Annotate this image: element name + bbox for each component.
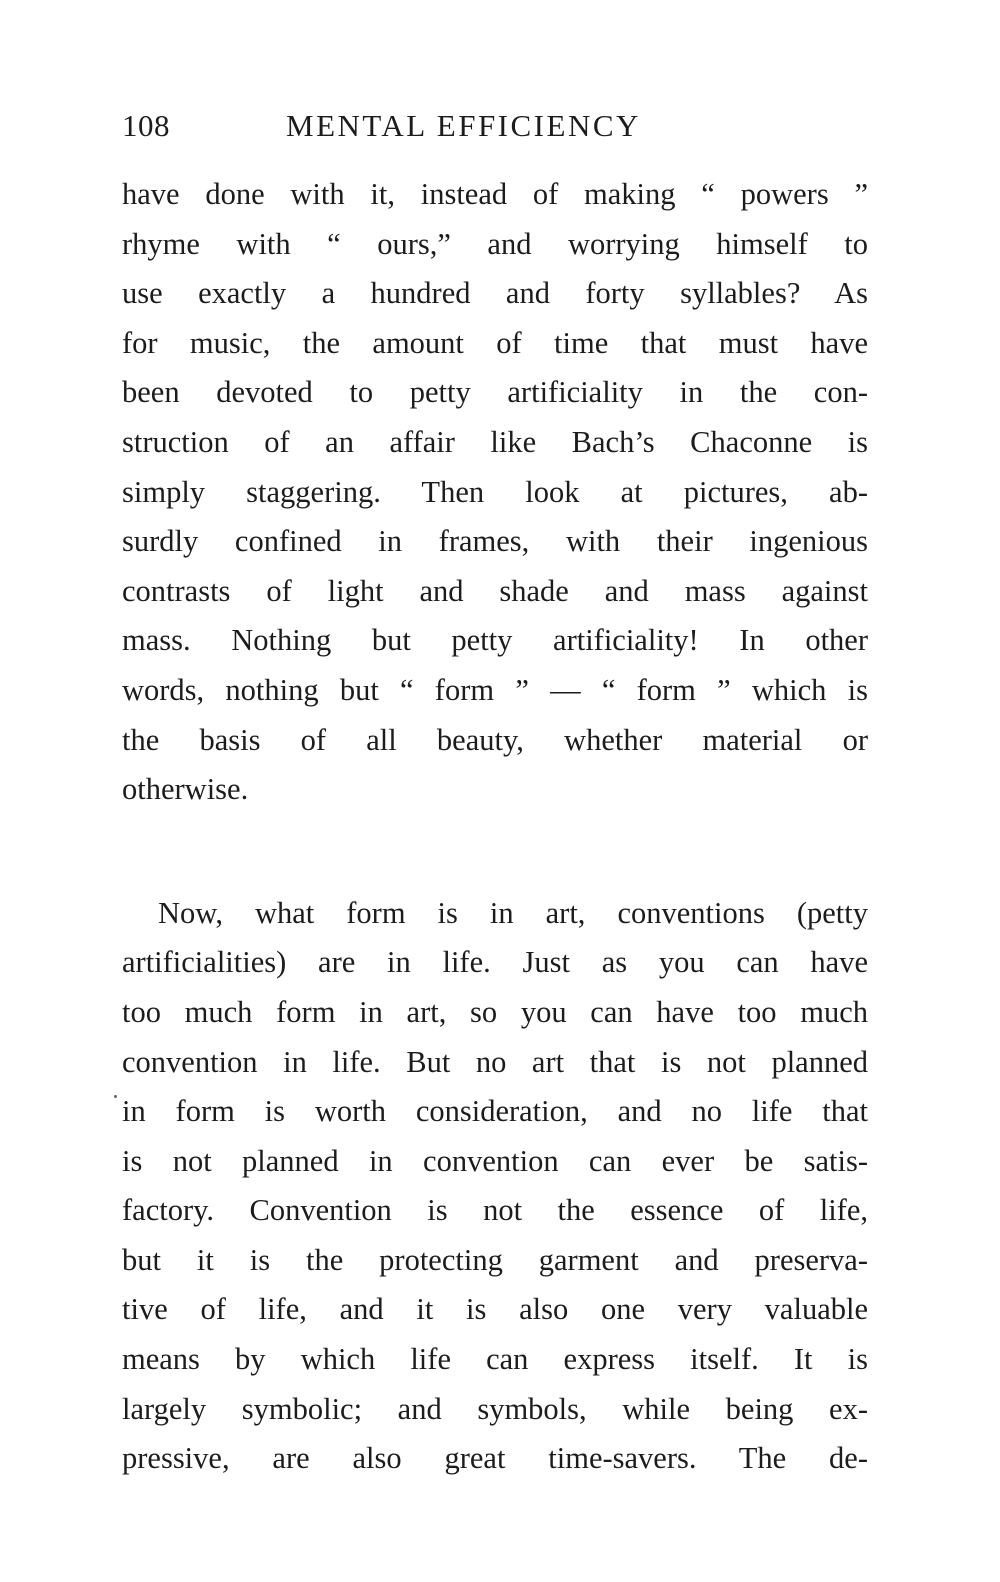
running-head: MENTAL EFFICIENCY [286,108,641,143]
text-line: the basis of all beauty, whether material or [122,722,868,757]
text-line: been devoted to petty artificiality in the con- [122,375,868,410]
page-header [122,108,868,158]
text-line: simply staggering. Then look at pictures, ab- [122,474,868,509]
text-line: surdly confined in frames, with their ingenious [122,524,868,559]
text-line: too much form in art, so you can have too much [122,994,868,1029]
text-line: contrasts of light and shade and mass against [122,573,868,608]
text-line: struction of an affair like Bach’s Chaconne is [122,424,868,459]
text-line: mass. Nothing but petty artificiality! In other [122,623,868,658]
paragraph-2 [122,889,868,1484]
text-line: convention in life. But no art that is not planned [122,1044,868,1079]
text-line: in form is worth consideration, and no life that [122,1094,868,1129]
page-number: 108 [122,108,170,143]
text-line: artificialities) are in life. Just as you can have [122,945,868,980]
text-line: for music, the amount of time that must have [122,325,868,360]
text-line: largely symbolic; and symbols, while being ex- [122,1391,868,1426]
text-line: tive of life, and it is also one very valuable [122,1292,868,1327]
ink-speck [114,1095,117,1098]
text-line: words, nothing but “ form ” — “ form ” which is [122,672,868,707]
text-line: rhyme with “ ours,” and worrying himself to [122,226,868,261]
text-line: but it is the protecting garment and preserva- [122,1242,868,1277]
text-line: otherwise. [122,772,249,807]
paragraph-gap [122,815,868,889]
text-line: pressive, are also great time-savers. The de- [122,1441,868,1476]
text-line: is not planned in convention can ever be satis- [122,1143,868,1178]
text-line: have done with it, instead of making “ powers ” [122,177,868,211]
body-text [122,170,868,1484]
paragraph-1 [122,170,868,815]
text-line: use exactly a hundred and forty syllables? As [122,276,868,311]
text-line: factory. Convention is not the essence of life, [122,1193,868,1228]
text-line: Now, what form is in art, conventions (petty [158,895,868,930]
text-line: means by which life can express itself. It is [122,1342,868,1377]
